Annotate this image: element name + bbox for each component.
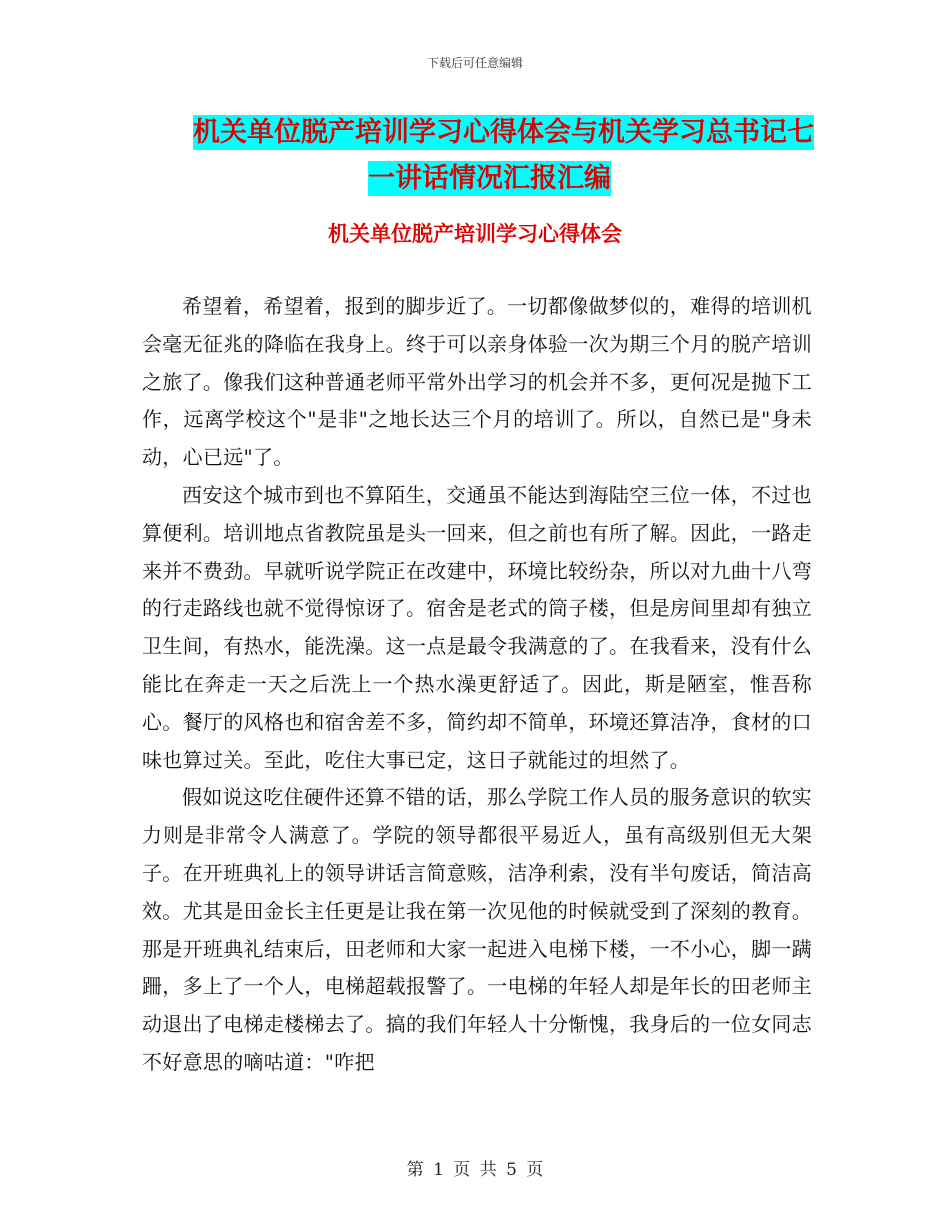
paragraph: 西安这个城市到也不算陌生，交通虽不能达到海陆空三位一体，不过也算便利。培训地点省教院虽是头一回来，但之前也有所了解。因此，一路走来并不费劲。早就听说学院正在改建中，环境比较纷杂，所以对九曲十八弯的行走路线也就不觉得惊讶了。宿舍是老式的筒子楼，但是房间里却有独立卫生间，有热水，能洗澡。这一点是最令我满意的了。在我看来，没有什么能比在奔走一天之后洗上一个热水澡更舒适了。因此，斯是陋室，惟吾称心。餐厅的风格也和宿舍差不多，简约却不简单，环境还算洁净，食材的口味也算过关。至此，吃住大事已定，这日子就能过的坦然了。 [142,482,812,772]
paragraph: 希望着，希望着，报到的脚步近了。一切都像做梦似的，难得的培训机会毫无征兆的降临在我身上。终于可以亲身体验一次为期三个月的脱产培训之旅了。像我们这种普通老师平常外出学习的机会并不多，更何况是抛下工作，远离学校这个"是非"之地长达三个月的培训了。所以，自然已是"身未动，心已远"了。 [142,294,812,470]
title-line-1-text: 机关单位脱产培训学习心得体会与机关学习总书记七 [193,117,814,148]
title-line-2-text: 一讲话情况汇报汇编 [368,163,611,194]
header-note: 下载后可任意编辑 [426,56,523,70]
section-heading: 机关单位脱产培训学习心得体会 [328,222,622,246]
body-text [142,288,812,1082]
page-number: 第 1 页 共 5 页 [406,1160,544,1180]
title-line-2 [140,156,820,202]
document-title [140,110,820,202]
paragraph: 假如说这吃住硬件还算不错的话，那么学院工作人员的服务意识的软实力则是非常令人满意了。学院的领导都很平易近人，虽有高级别但无大架子。在开班典礼上的领导讲话言简意赅，洁净利索，没有半句废话，简洁高效。尤其是田金长主任更是让我在第一次见他的时候就受到了深刻的教育。那是开班典礼结束后，田老师和大家一起进入电梯下楼，一不小心，脚一蹒跚，多上了一个人，电梯超载报警了。一电梯的年轻人却是年长的田老师主动退出了电梯走楼梯去了。搞的我们年轻人十分惭愧，我身后的一位女同志不好意思的嘀咕道："咋把 [142,785,812,1074]
title-line-1 [140,110,820,156]
